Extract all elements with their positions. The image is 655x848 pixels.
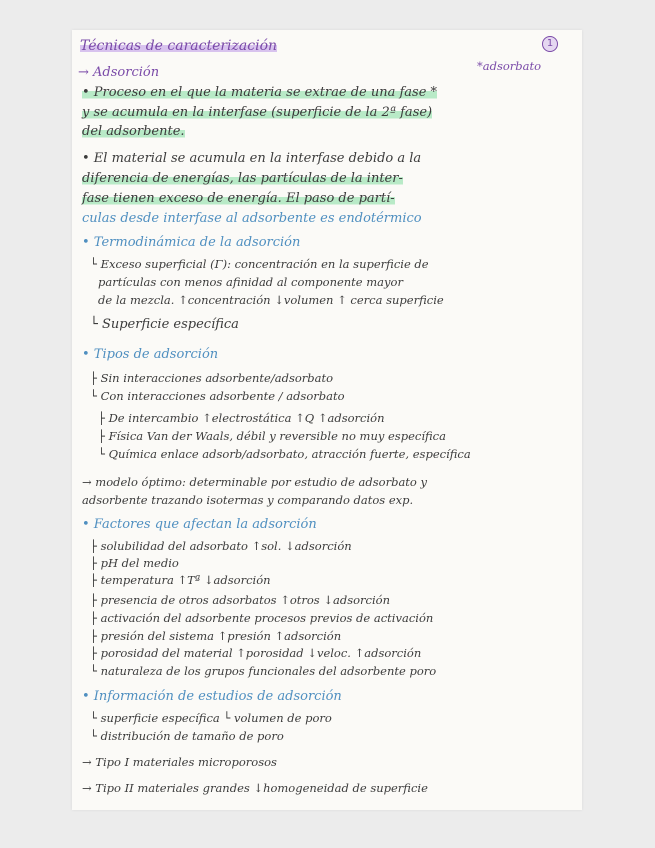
- note-line: └ superficie específica └ volumen de poro: [90, 711, 332, 725]
- page-number: 1: [542, 36, 558, 52]
- note-line: adsorbente trazando isotermas y comparando datos exp.: [82, 493, 414, 507]
- page-title: Técnicas de caracterización: [80, 38, 278, 54]
- note-line: fase tienen exceso de energía. El paso de partí-: [82, 191, 395, 206]
- note-line: └ Exceso superficial (Γ): concentración en la superficie de: [90, 257, 429, 271]
- note-line: └ Química enlace adsorb/adsorbato, atracción fuerte, específica: [98, 447, 471, 461]
- note-line: del adsorbente.: [82, 124, 185, 139]
- note-line: ├ activación del adsorbente procesos previos de activación: [90, 611, 434, 625]
- note-line: culas desde interfase al adsorbente es endotérmico: [82, 211, 422, 226]
- corner-note: *adsorbato: [477, 59, 542, 73]
- note-line: y se acumula en la interfase (superficie de la 2ª fase): [82, 105, 433, 120]
- note-line: → Tipo II materiales grandes ↓homogeneidad de superficie: [82, 781, 428, 795]
- note-line: ├ De intercambio ↑electrostática ↑Q ↑adsorción: [98, 411, 385, 425]
- note-line: ├ solubilidad del adsorbato ↑sol. ↓adsorción: [90, 539, 352, 553]
- note-line: partículas con menos afinidad al componente mayor: [98, 275, 403, 289]
- section-heading: → Adsorción: [78, 65, 160, 80]
- note-line: de la mezcla. ↑concentración ↓volumen ↑ cerca superficie: [98, 293, 444, 307]
- note-line: ├ presencia de otros adsorbatos ↑otros ↓adsorción: [90, 593, 390, 607]
- note-line: └ naturaleza de los grupos funcionales del adsorbente poro: [90, 664, 437, 678]
- note-line: └ distribución de tamaño de poro: [90, 729, 284, 743]
- section-heading: • Termodinámica de la adsorción: [82, 235, 301, 250]
- note-line: diferencia de energías, las partículas de la inter-: [82, 171, 403, 186]
- section-heading: • Factores que afectan la adsorción: [82, 517, 317, 532]
- note-line: ├ presión del sistema ↑presión ↑adsorción: [90, 629, 342, 643]
- note-line: ├ pH del medio: [90, 556, 179, 570]
- note-line: ├ porosidad del material ↑porosidad ↓veloc. ↑adsorción: [90, 646, 422, 660]
- section-heading: • Información de estudios de adsorción: [82, 689, 342, 704]
- note-line: → modelo óptimo: determinable por estudio de adsorbato y: [82, 475, 427, 489]
- note-line: • El material se acumula en la interfase debido a la: [82, 151, 422, 166]
- note-line: ├ temperatura ↑Tª ↓adsorción: [90, 573, 271, 587]
- section-heading: • Tipos de adsorción: [82, 347, 219, 362]
- note-line: ├ Sin interacciones adsorbente/adsorbato: [90, 371, 334, 385]
- note-line: └ Con interacciones adsorbente / adsorbato: [90, 389, 345, 403]
- note-page: [72, 30, 582, 810]
- note-line: └ Superficie específica: [90, 317, 239, 332]
- note-line: ├ Física Van der Waals, débil y reversible no muy específica: [98, 429, 446, 443]
- note-line: → Tipo I materiales microporosos: [82, 755, 277, 769]
- note-line: • Proceso en el que la materia se extrae de una fase *: [82, 85, 438, 100]
